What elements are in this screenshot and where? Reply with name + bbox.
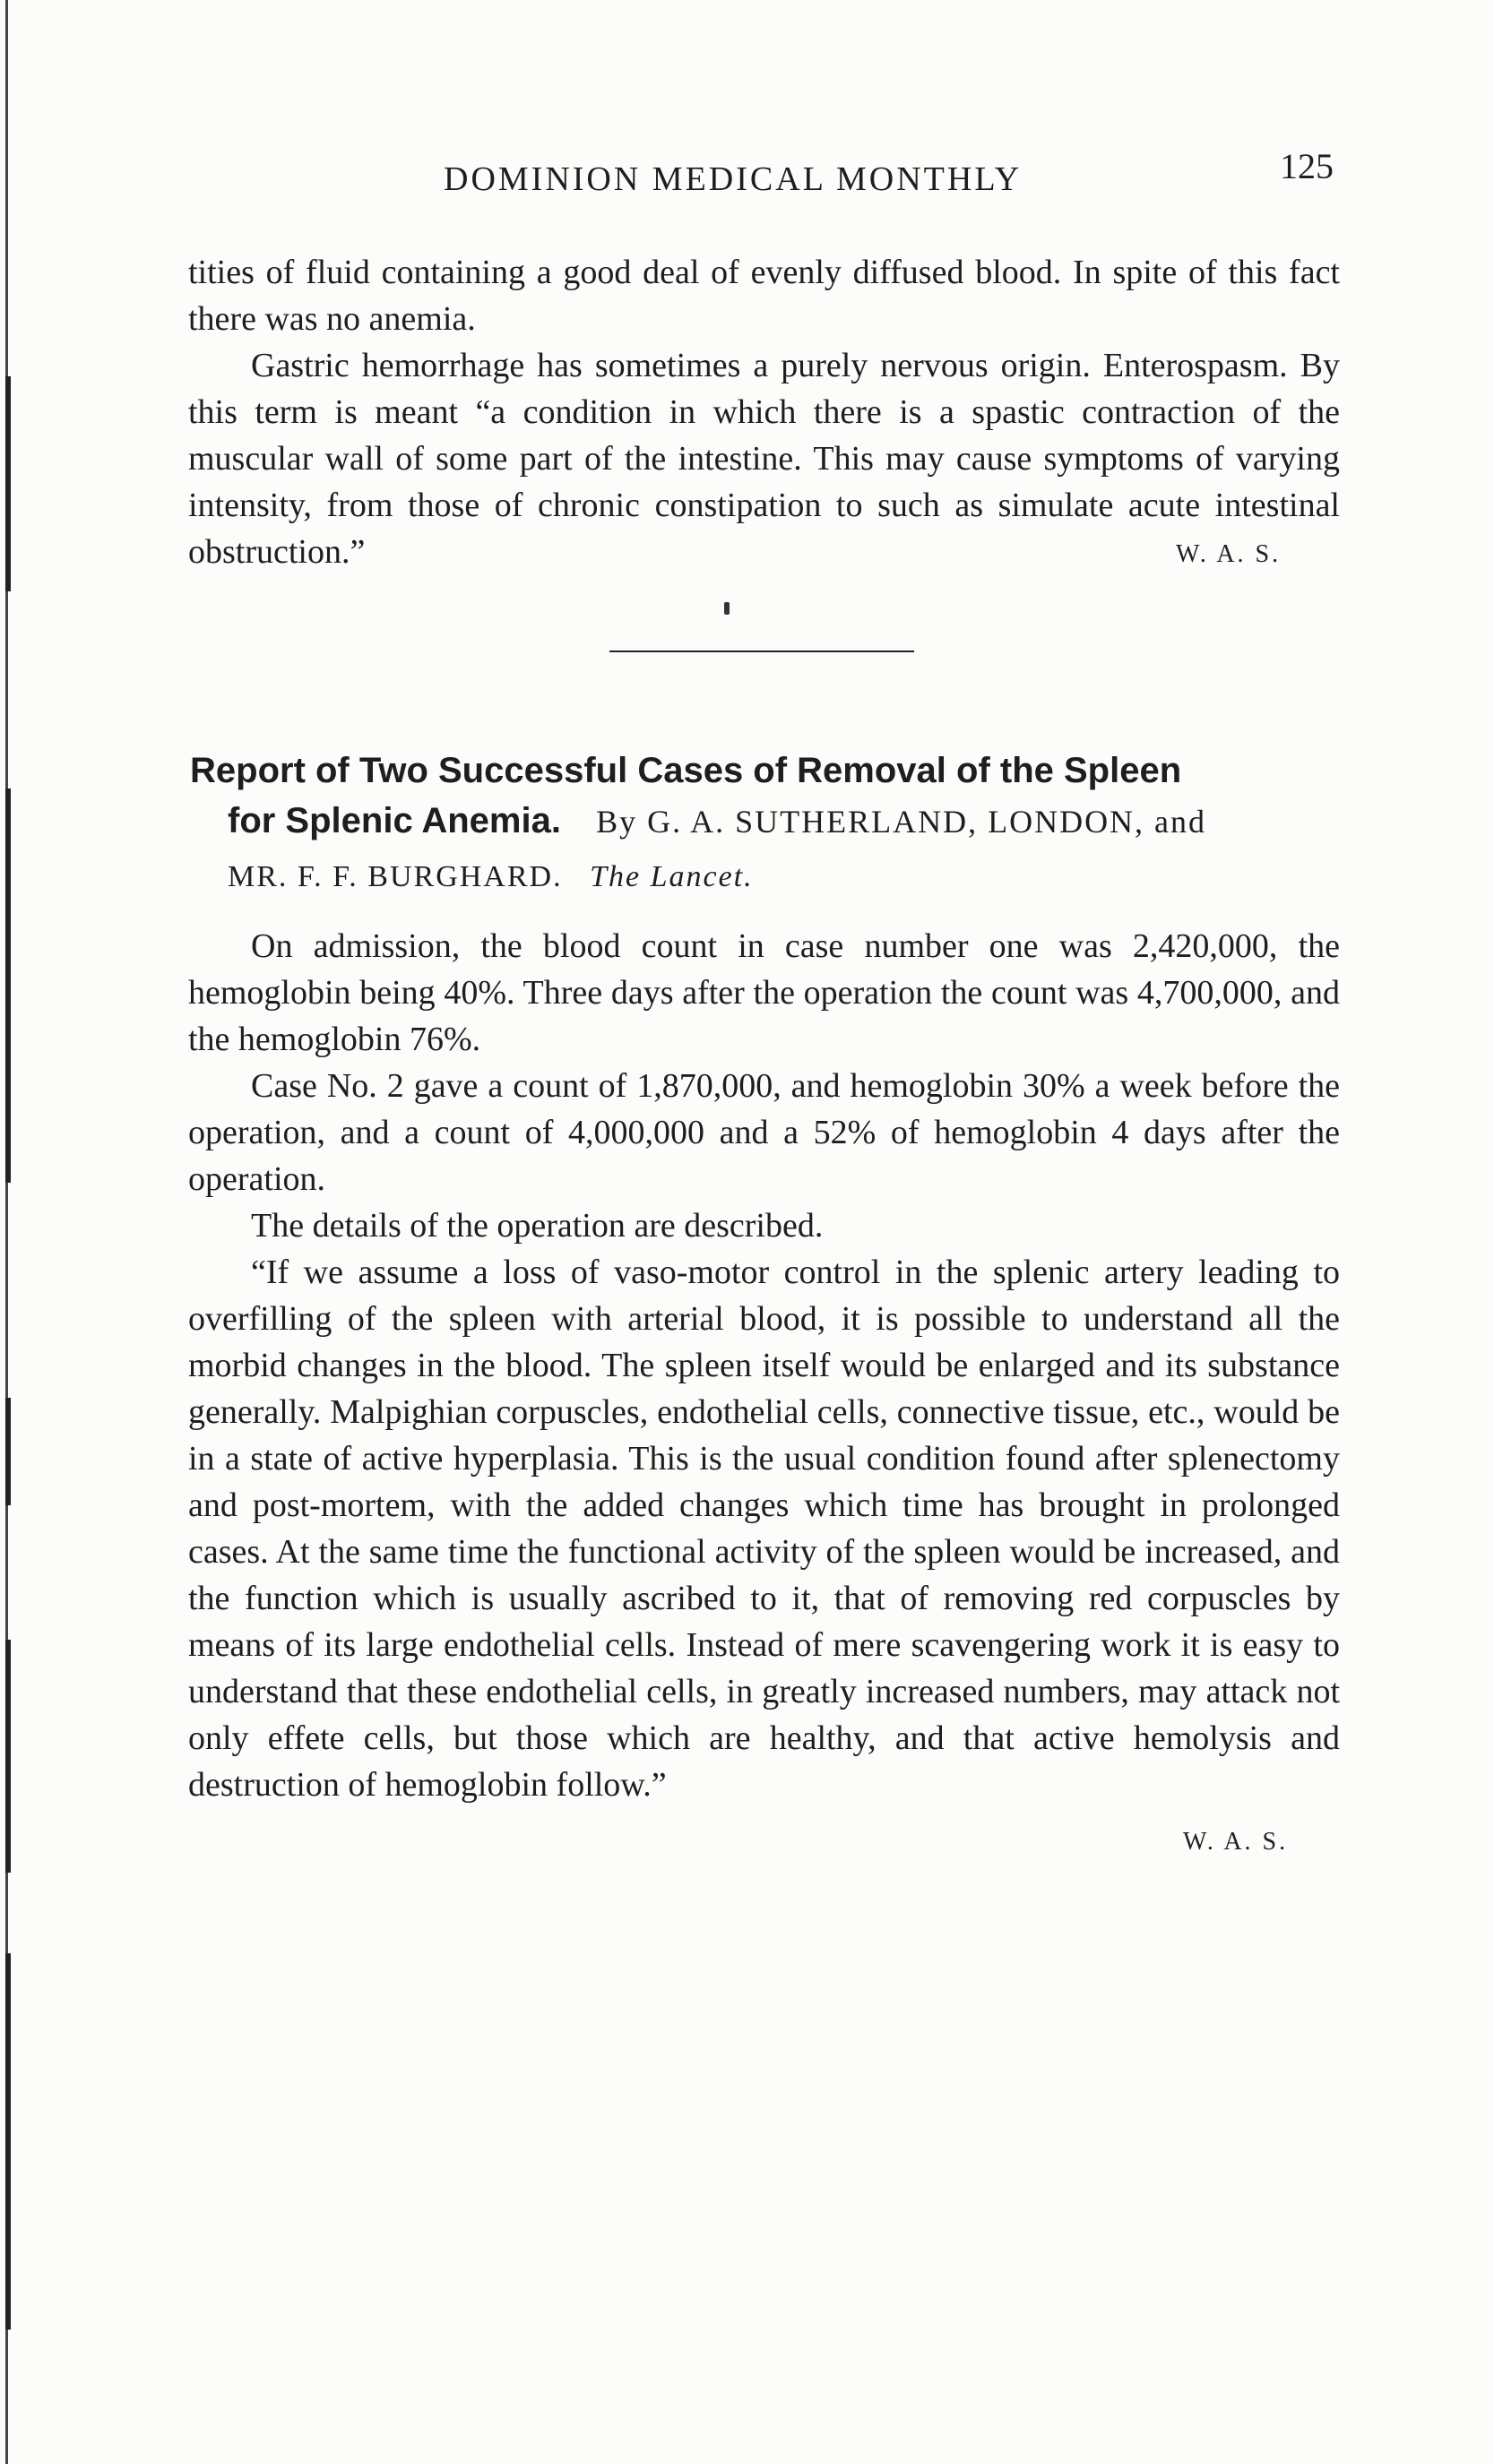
section-divider	[609, 650, 914, 652]
paragraph: Case No. 2 gave a count of 1,870,000, and hemoglobin 30% a week before the operation, and a count of 4,000,000 and a 52% of hemoglobin 4 days after the operation.	[188, 1067, 1340, 1198]
author-initials: W. A. S.	[1183, 1828, 1289, 1856]
paragraph: On admission, the blood count in case number one was 2,420,000, the hemoglobin being 40%. Three days after the operation the count was 4,700,000, and the hemoglobin 76%.	[188, 927, 1340, 1058]
author-initials: W. A. S.	[1176, 540, 1282, 568]
paragraph: “If we assume a loss of vaso-motor control in the splenic artery leading to overfilling of the spleen with arterial blood, it is possible to understand all the morbid changes in the blood. The spleen itself would be enlarged and its substance generally. Malpighian corpuscles, endothelial cells, connective tissue, etc., would be in a state of active hyperplasia. This is the usual condition found after splenectomy and post-mortem, with the added changes which time has brought in prolonged cases. At the same time the functional activity of the spleen would be increased, and the function which is usually ascribed to it, that of removing red corpuscles by means of its large endothelial cells. Instead of mere scavengering work it is easy to understand that these endothelial cells, in greatly increased numbers, may attack not only effete cells, but those which are healthy, and that active hemolysis and destruction of hemoglobin follow.”	[188, 1254, 1340, 1804]
article-title: Report of Two Successful Cases of Removal of the Spleen	[190, 751, 1182, 790]
scan-edge-mark	[5, 788, 11, 1183]
article-title-second-line: for Splenic Anemia.	[228, 801, 561, 840]
journal-name: The Lancet.	[590, 860, 754, 893]
byline: By G. A. SUTHERLAND, LONDON, and	[596, 804, 1207, 840]
scan-edge-mark	[5, 1398, 11, 1505]
scan-edge-mark	[5, 1953, 11, 2330]
page-number: 125	[1280, 146, 1334, 186]
scan-edge-mark	[5, 376, 11, 591]
article-body	[188, 923, 1340, 1808]
running-title: DOMINION MEDICAL MONTHLY	[444, 160, 1023, 198]
scan-edge-mark	[5, 1640, 11, 1873]
continued-text-block	[188, 249, 1340, 575]
paragraph: The details of the operation are described.	[251, 1207, 824, 1245]
article-heading	[190, 745, 1346, 902]
coauthor: MR. F. F. BURGHARD.	[228, 860, 563, 893]
paragraph: tities of fluid containing a good deal of evenly diffused blood. In spite of this fact there was no anemia.	[188, 254, 1340, 338]
byline-continued	[228, 852, 1346, 902]
article-title-continued	[228, 796, 1346, 847]
paragraph: Gastric hemorrhage has sometimes a purely nervous origin. Enterospasm. By this term is meant “a condition in which there is a spastic contraction of the muscular wall of some part of the intestine. This may cause symptoms of varying intensity, from those of chronic constipation to such as simulate acute intestinal obstruction.”	[188, 347, 1340, 571]
stray-ink-mark	[724, 602, 730, 615]
